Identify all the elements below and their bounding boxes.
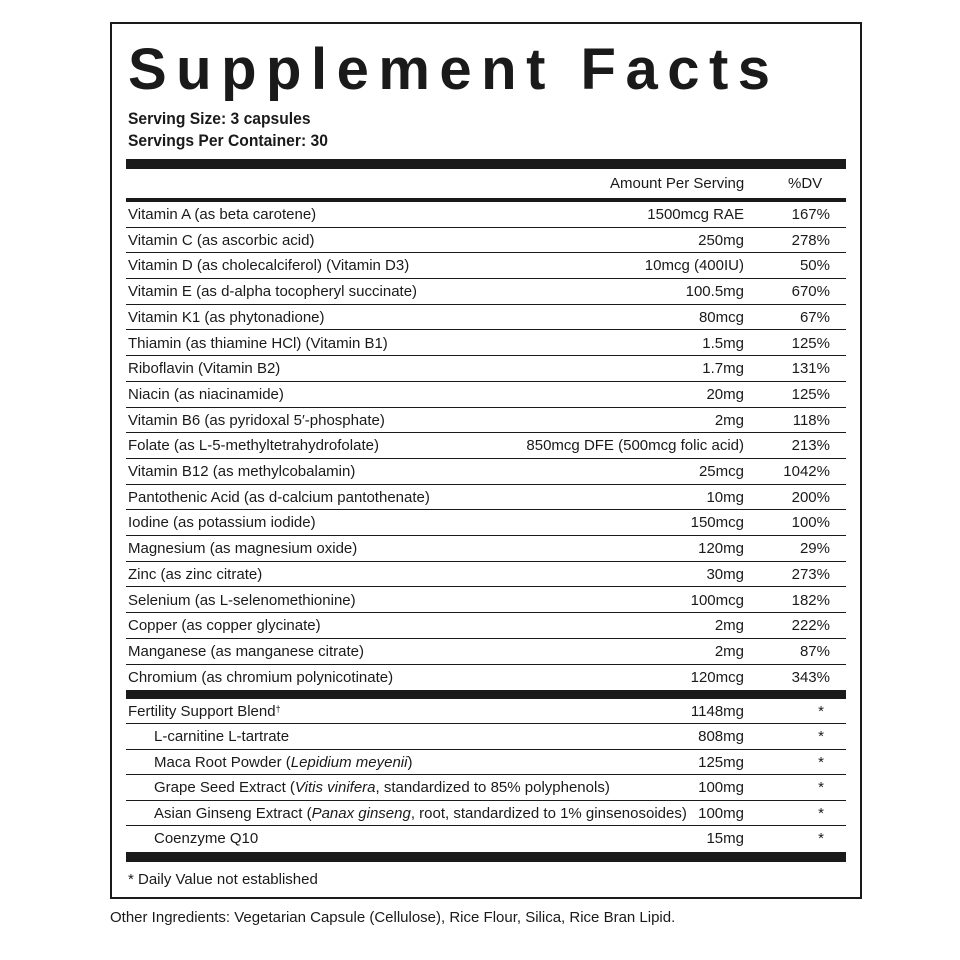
top-divider bbox=[126, 159, 846, 169]
blend-amount: 1148mg bbox=[690, 703, 744, 720]
blend-ingredient-dv: * bbox=[818, 753, 824, 771]
nutrient-dv: 670% bbox=[791, 283, 830, 301]
nutrient-name: Zinc (as zinc citrate) bbox=[128, 565, 263, 583]
nutrient-row bbox=[126, 382, 846, 408]
nutrient-row bbox=[126, 510, 846, 536]
blend-ingredient-row bbox=[126, 826, 846, 852]
nutrient-amount: 80mcg bbox=[698, 308, 744, 326]
blend-ingredient-amount: 100mg bbox=[698, 804, 744, 822]
servings-per-container: Servings Per Container: 30 bbox=[128, 131, 328, 150]
nutrient-amount: 120mg bbox=[698, 540, 744, 558]
nutrient-name: Vitamin D (as cholecalciferol) (Vitamin D3) bbox=[128, 257, 410, 275]
bottom-divider bbox=[126, 852, 846, 862]
nutrient-row bbox=[126, 228, 846, 254]
nutrient-dv: 50% bbox=[799, 257, 830, 275]
nutrient-name: Vitamin C (as ascorbic acid) bbox=[128, 231, 315, 249]
blend-ingredient-row bbox=[126, 775, 846, 801]
nutrient-dv: 87% bbox=[799, 642, 830, 660]
blend-ingredient-amount: 100mg bbox=[698, 779, 744, 797]
nutrient-name: Manganese (as manganese citrate) bbox=[128, 642, 364, 660]
nutrient-dv: 222% bbox=[791, 617, 830, 635]
nutrient-dv: 131% bbox=[791, 360, 830, 378]
nutrient-name: Iodine (as potassium iodide) bbox=[128, 514, 316, 532]
nutrient-row bbox=[126, 536, 846, 562]
nutrient-dv: 29% bbox=[799, 540, 830, 558]
nutrient-row bbox=[126, 202, 846, 228]
nutrient-row bbox=[126, 588, 846, 614]
nutrient-row bbox=[126, 356, 846, 382]
nutrient-amount: 1.7mg bbox=[702, 360, 744, 378]
blend-ingredient-dv: * bbox=[818, 779, 824, 797]
nutrient-amount: 10mcg (400IU) bbox=[644, 257, 744, 275]
blend-ingredient-name: Grape Seed Extract (Vitis vinifera, standardized to 85% polyphenols) bbox=[154, 779, 610, 797]
nutrient-name: Pantothenic Acid (as d-calcium pantothenate) bbox=[128, 488, 430, 506]
nutrient-name: Magnesium (as magnesium oxide) bbox=[128, 540, 358, 558]
nutrient-row bbox=[126, 613, 846, 639]
blend-ingredient-amount: 125mg bbox=[698, 753, 744, 771]
blend-divider bbox=[126, 690, 846, 699]
nutrient-dv: 125% bbox=[791, 385, 830, 403]
nutrient-dv: 1042% bbox=[783, 463, 830, 480]
blend-ingredient-row bbox=[126, 724, 846, 750]
blend-ingredient-dv: * bbox=[818, 728, 824, 745]
blend-ingredient-row bbox=[126, 750, 846, 776]
blend-row bbox=[126, 699, 846, 724]
blend-ingredient-dv: * bbox=[818, 804, 824, 822]
amount-header: Amount Per Serving bbox=[610, 175, 745, 192]
nutrient-amount: 250mg bbox=[698, 231, 744, 249]
nutrient-name: Vitamin A (as beta carotene) bbox=[128, 206, 317, 223]
nutrient-dv: 100% bbox=[791, 514, 830, 532]
nutrient-amount: 120mcg bbox=[690, 668, 744, 686]
nutrient-dv: 343% bbox=[791, 668, 830, 686]
nutrient-dv: 278% bbox=[791, 231, 830, 249]
nutrient-amount: 10mg bbox=[706, 488, 744, 506]
serving-size: Serving Size: 3 capsules bbox=[128, 109, 311, 128]
nutrient-dv: 200% bbox=[791, 488, 830, 506]
nutrient-name: Chromium (as chromium polynicotinate) bbox=[128, 668, 394, 686]
blend-ingredient-row bbox=[126, 801, 846, 827]
nutrient-dv: 118% bbox=[792, 411, 830, 429]
nutrient-row bbox=[126, 408, 846, 434]
nutrient-amount: 2mg bbox=[714, 642, 744, 660]
nutrient-row bbox=[126, 331, 846, 357]
nutrient-name: Vitamin K1 (as phytonadione) bbox=[128, 308, 325, 326]
nutrient-row bbox=[126, 253, 846, 279]
nutrient-name: Vitamin B6 (as pyridoxal 5′-phosphate) bbox=[128, 411, 385, 429]
nutrient-row bbox=[126, 665, 846, 691]
blend-ingredient-name: Maca Root Powder (Lepidium meyenii) bbox=[154, 753, 413, 771]
nutrient-name: Vitamin E (as d-alpha tocopheryl succinate) bbox=[128, 283, 418, 301]
nutrient-row bbox=[126, 459, 846, 485]
nutrient-amount: 1500mcg RAE bbox=[647, 206, 744, 223]
nutrient-amount: 100mcg bbox=[690, 591, 744, 609]
nutrient-dv: 67% bbox=[799, 308, 830, 326]
nutrient-amount: 150mcg bbox=[690, 514, 744, 532]
nutrient-name: Niacin (as niacinamide) bbox=[128, 385, 284, 403]
nutrient-amount: 25mcg bbox=[698, 463, 744, 480]
nutrient-name: Vitamin B12 (as methylcobalamin) bbox=[128, 463, 356, 480]
nutrient-amount: 850mcg DFE (500mcg folic acid) bbox=[526, 437, 744, 455]
footnote: * Daily Value not established bbox=[128, 871, 318, 888]
dv-header: %DV bbox=[788, 175, 823, 192]
panel-title: Supplement Facts bbox=[128, 37, 780, 102]
blend-ingredient-name: Asian Ginseng Extract (Panax ginseng, root, standardized to 1% ginsenosoides) bbox=[154, 804, 687, 822]
supplement-facts-panel bbox=[110, 22, 862, 899]
nutrient-row bbox=[126, 639, 846, 665]
blend-ingredient-amount: 15mg bbox=[706, 830, 744, 848]
nutrient-row bbox=[126, 485, 846, 511]
nutrient-dv: 182% bbox=[791, 591, 830, 609]
blend-ingredient-dv: * bbox=[818, 830, 824, 848]
nutrient-dv: 125% bbox=[791, 334, 830, 352]
nutrient-amount: 2mg bbox=[714, 411, 744, 429]
nutrient-name: Riboflavin (Vitamin B2) bbox=[128, 360, 281, 378]
nutrient-amount: 100.5mg bbox=[685, 283, 744, 301]
blend-ingredient-amount: 808mg bbox=[698, 728, 744, 745]
other-ingredients: Other Ingredients: Vegetarian Capsule (Cellulose), Rice Flour, Silica, Rice Bran Lipid. bbox=[110, 909, 676, 926]
nutrient-row bbox=[126, 279, 846, 305]
nutrient-row bbox=[126, 562, 846, 588]
nutrient-amount: 1.5mg bbox=[702, 334, 744, 352]
nutrient-name: Folate (as L-5-methyltetrahydrofolate) bbox=[128, 437, 379, 455]
nutrient-name: Copper (as copper glycinate) bbox=[128, 617, 321, 635]
nutrient-dv: 273% bbox=[791, 565, 830, 583]
nutrient-row bbox=[126, 433, 846, 459]
blend-ingredient-name: Coenzyme Q10 bbox=[154, 830, 259, 848]
nutrient-name: Thiamin (as thiamine HCl) (Vitamin B1) bbox=[128, 334, 388, 352]
nutrient-dv: 213% bbox=[791, 437, 830, 455]
nutrient-name: Selenium (as L-selenomethionine) bbox=[128, 591, 356, 609]
blend-ingredient-name: L-carnitine L-tartrate bbox=[154, 728, 290, 745]
blend-dv: * bbox=[818, 703, 824, 720]
nutrient-amount: 20mg bbox=[706, 385, 744, 403]
nutrient-dv: 167% bbox=[791, 206, 830, 223]
nutrient-amount: 2mg bbox=[714, 617, 744, 635]
nutrient-row bbox=[126, 305, 846, 331]
blend-name: Fertility Support Blend† bbox=[128, 703, 281, 720]
nutrient-amount: 30mg bbox=[706, 565, 744, 583]
